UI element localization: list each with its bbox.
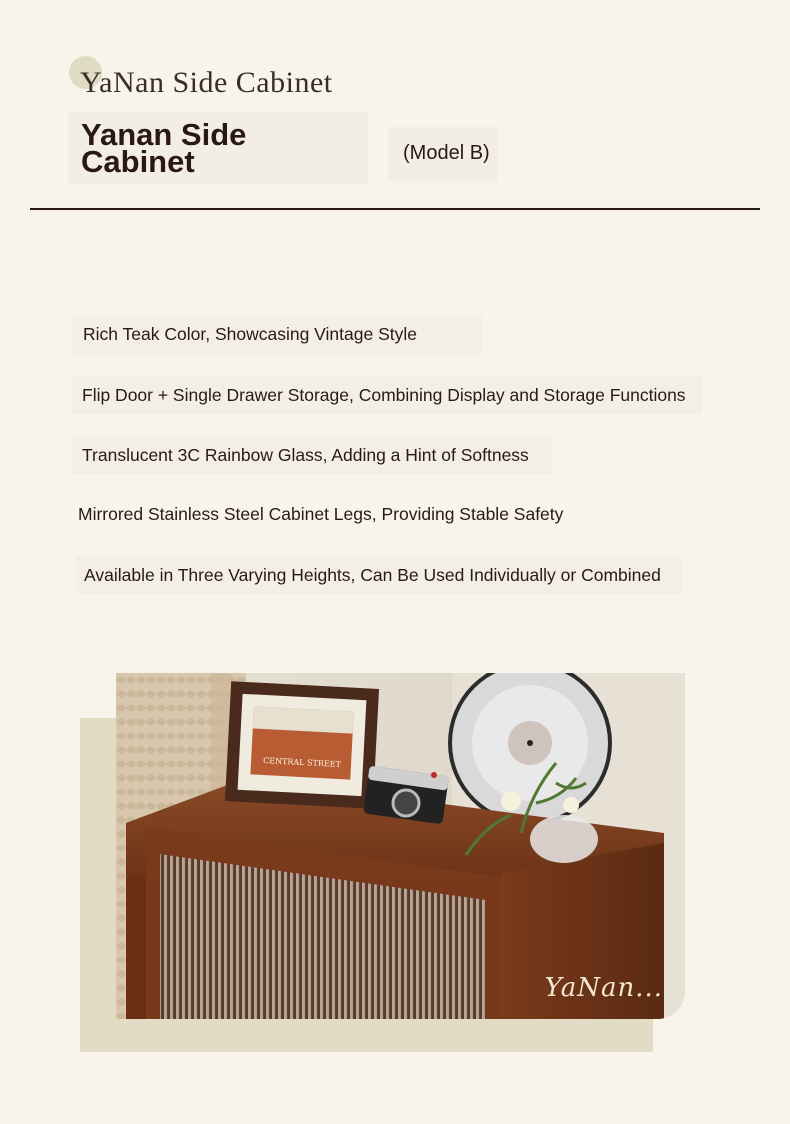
feature-item: Mirrored Stainless Steel Cabinet Legs, Providing Stable Safety bbox=[78, 504, 564, 524]
cabinet-scene-illustration bbox=[116, 673, 685, 1019]
photo-frame-caption: CENTRAL STREET bbox=[262, 755, 342, 770]
feature-item: Available in Three Varying Heights, Can Be Used Individually or Combined bbox=[84, 565, 661, 585]
product-variant-label: (Model B) bbox=[403, 142, 490, 164]
brand-signature: YaNan... bbox=[544, 973, 663, 1003]
header-divider bbox=[30, 208, 760, 210]
feature-item: Flip Door + Single Drawer Storage, Combining Display and Storage Functions bbox=[82, 385, 686, 405]
feature-item: Translucent 3C Rainbow Glass, Adding a Hint of Softness bbox=[82, 445, 529, 465]
feature-item: Rich Teak Color, Showcasing Vintage Style bbox=[83, 324, 417, 344]
product-photo-section bbox=[80, 673, 685, 1053]
product-photo bbox=[116, 673, 685, 1019]
brand-title: YaNan Side Cabinet bbox=[80, 66, 333, 99]
product-model-name: Yanan Side Cabinet bbox=[81, 117, 247, 179]
